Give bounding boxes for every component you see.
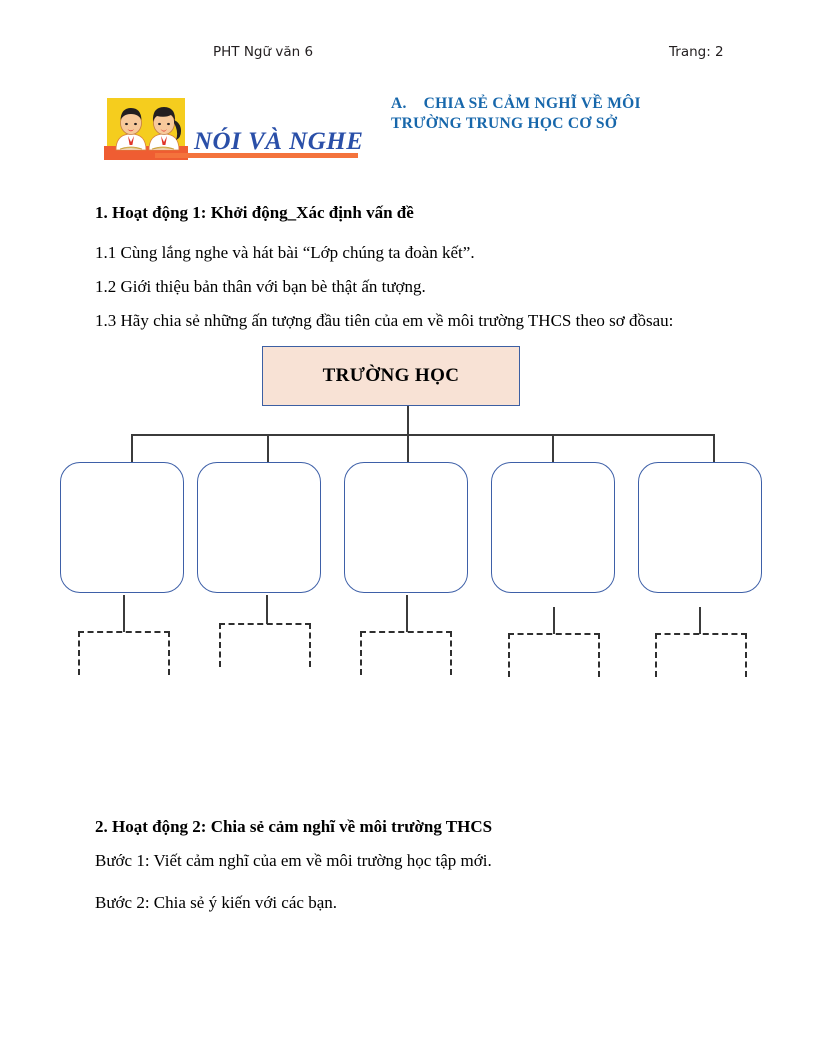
header-left-text: PHT Ngữ văn 6 xyxy=(213,44,314,60)
connector-drop-2 xyxy=(267,434,269,463)
activity1-item-2: 1.2 Giới thiệu bản thân với bạn bè thật ấn tượng. xyxy=(95,277,426,296)
activity2-step-1: Bước 1: Viết cảm nghĩ của em về môi trường học tập mới. xyxy=(95,851,492,870)
connector-drop-1 xyxy=(131,434,133,463)
connector-horizontal-bus xyxy=(132,434,715,436)
connector-sub-stem-4 xyxy=(553,607,555,634)
connector-sub-stem-1 xyxy=(123,595,125,632)
header-page-number: Trang: 2 xyxy=(669,44,724,60)
section-title-text: CHIA SẺ CẢM NGHĨ VỀ MÔI TRƯỜNG TRUNG HỌC CƠ SỞ xyxy=(391,95,641,132)
diagram-subnote-box-4[interactable] xyxy=(508,633,600,677)
connector-root-stem xyxy=(407,406,409,435)
connector-sub-stem-2 xyxy=(266,595,268,624)
activity1-heading: 1. Hoạt động 1: Khởi động_Xác định vấn đề xyxy=(95,203,414,222)
wordmark-label: NÓI VÀ NGHE xyxy=(194,128,364,155)
connector-sub-stem-3 xyxy=(406,595,408,632)
activity1-item-1: 1.1 Cùng lắng nghe và hát bài “Lớp chúng ta đoàn kết”. xyxy=(95,243,475,262)
diagram-root-node xyxy=(262,346,520,406)
connector-drop-3 xyxy=(407,434,409,463)
connector-drop-4 xyxy=(552,434,554,463)
diagram-subnote-box-2[interactable] xyxy=(219,623,311,667)
section-letter: A. xyxy=(391,95,407,112)
diagram-branch-box-4[interactable] xyxy=(491,462,615,593)
activity2-heading: 2. Hoạt động 2: Chia sẻ cảm nghĩ về môi trường THCS xyxy=(95,817,493,836)
diagram-branch-box-5[interactable] xyxy=(638,462,762,593)
connector-drop-5 xyxy=(713,434,715,463)
diagram-branch-box-2[interactable] xyxy=(197,462,321,593)
diagram-root-label: TRƯỜNG HỌC xyxy=(322,365,460,386)
diagram-subnote-box-5[interactable] xyxy=(655,633,747,677)
connector-sub-stem-5 xyxy=(699,607,701,634)
diagram-branch-box-1[interactable] xyxy=(60,462,184,593)
activity2-step-2: Bước 2: Chia sẻ ý kiến với các bạn. xyxy=(95,893,337,912)
diagram-branch-box-3[interactable] xyxy=(344,462,468,593)
diagram-subnote-box-3[interactable] xyxy=(360,631,452,675)
activity1-item-3: 1.3 Hãy chia sẻ những ấn tượng đầu tiên của em về môi trường THCS theo sơ đồsau: xyxy=(95,311,674,330)
diagram-subnote-box-1[interactable] xyxy=(78,631,170,675)
